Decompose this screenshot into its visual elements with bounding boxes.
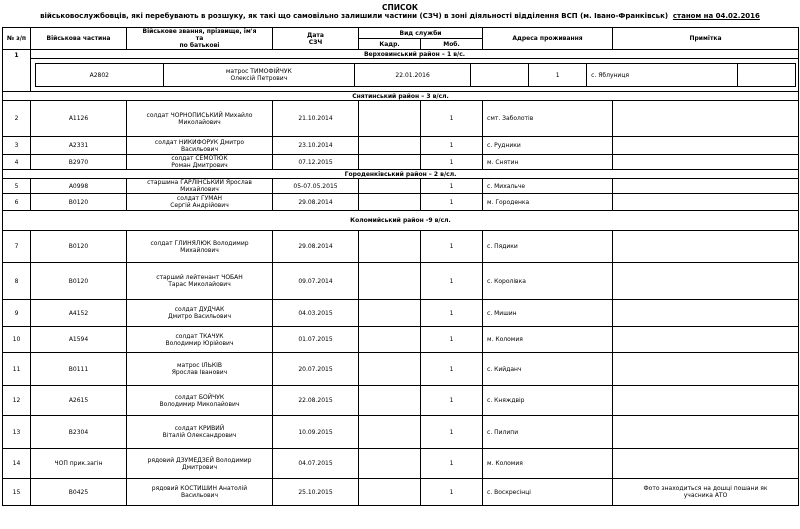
district-row (3, 92, 799, 101)
col-rank-l2: та (195, 35, 204, 42)
table-row (3, 231, 799, 263)
name-line1: солдат ГУМАН (176, 195, 223, 202)
document-header (0, 0, 800, 21)
col-rank-l3: по батькові (179, 42, 220, 49)
name-cell (127, 300, 273, 327)
note-cell (613, 155, 799, 170)
unit-cell: В2970 (31, 155, 127, 170)
header-row (3, 28, 799, 39)
row-number: 3 (3, 137, 31, 155)
note-cell (613, 300, 799, 327)
unit-cell: А2331 (31, 137, 127, 155)
kadr-cell (359, 194, 421, 211)
kadr-cell (359, 300, 421, 327)
mob-cell: 1 (421, 101, 483, 137)
name-line2: Тарас Миколайович (168, 281, 231, 288)
row-number: 8 (3, 263, 31, 300)
col-num: № з/п (3, 28, 31, 50)
name-line2: Михайлович (180, 186, 219, 193)
table-row (3, 479, 799, 506)
name-line2: Васильович (180, 492, 218, 499)
row-number: 15 (3, 479, 31, 506)
mob-cell: 1 (421, 479, 483, 506)
name-line2: Віталій Олександрович (162, 432, 237, 439)
col-service: Вид служби (359, 28, 483, 39)
table-row (3, 300, 799, 327)
kadr-cell (471, 64, 529, 87)
name-cell (163, 64, 354, 87)
name-cell (127, 449, 273, 479)
col-rank-l1: Військове звання, прізвище, ім'я (142, 28, 257, 35)
unit-cell: В0111 (31, 353, 127, 386)
row-number: 2 (3, 101, 31, 137)
name-line2: Дмитрович (181, 463, 218, 471)
mob-cell: 1 (421, 353, 483, 386)
name-line1: солдат БОЙЧУК (174, 393, 225, 401)
district-row (3, 170, 799, 179)
note-cell (613, 327, 799, 353)
unit-cell: А2802 (36, 64, 164, 87)
address-cell: с. Мишин (483, 300, 613, 327)
name-line2: Дмитро Васильович (167, 313, 231, 320)
note-cell (613, 231, 799, 263)
name-line2: Васильович (180, 145, 218, 153)
kadr-cell (359, 155, 421, 170)
row-number: 10 (3, 327, 31, 353)
name-cell (127, 416, 273, 449)
nested-row-cell (31, 59, 799, 92)
row-number: 9 (3, 300, 31, 327)
address-cell: м. Коломия (483, 449, 613, 479)
name-line2: Сергій Андрійович (170, 202, 229, 209)
name-line1: рядовий ДЗУМЕДЗЕЙ Володимир (147, 456, 252, 464)
note-cell (613, 479, 799, 506)
mob-cell: 1 (421, 179, 483, 194)
date-cell: 20.07.2015 (273, 353, 359, 386)
name-cell (127, 179, 273, 194)
name-line2: Роман Дмитрович (171, 162, 228, 169)
kadr-cell (359, 416, 421, 449)
date-cell: 07.12.2015 (273, 155, 359, 170)
row-number: 12 (3, 386, 31, 416)
table-row (3, 386, 799, 416)
name-line1: матрос ТИМОФІЙЧУК (225, 68, 292, 75)
unit-cell: ЧОП прик.загін (31, 449, 127, 479)
note-cell (613, 137, 799, 155)
address-cell: с. Королівка (483, 263, 613, 300)
name-line1: солдат НИКИФОРУК Дмитро (154, 138, 245, 146)
address-cell: м. Коломия (483, 327, 613, 353)
district-kolomyia: Коломийський район -9 в/сл. (3, 211, 799, 231)
table-row (3, 353, 799, 386)
mob-cell: 1 (421, 194, 483, 211)
date-cell: 22.01.2016 (355, 64, 471, 87)
address-cell: с. Рудники (483, 137, 613, 155)
kadr-cell (359, 101, 421, 137)
note-cell (613, 353, 799, 386)
district-sniatyn: Снятинський район – 3 в/сл. (3, 92, 799, 101)
name-cell (127, 479, 273, 506)
district-verkhovyna: Верховинський район – 1 в/с. (31, 50, 799, 59)
mob-cell: 1 (421, 155, 483, 170)
note-cell (613, 263, 799, 300)
name-line1: рядовий КОСТИШИН Анатолій (151, 485, 248, 492)
unit-cell: А0998 (31, 179, 127, 194)
mob-cell: 1 (421, 386, 483, 416)
name-line2: Володимир Миколайович (159, 400, 240, 408)
note-cell (737, 64, 795, 87)
mob-cell: 1 (421, 263, 483, 300)
name-line1: солдат ЧОРНОПИСЬКИЙ Михайло (146, 111, 253, 119)
mob-cell: 1 (421, 137, 483, 155)
name-cell (127, 194, 273, 211)
col-kadr: Кадр. (359, 39, 421, 50)
name-line2: Михайлович (180, 246, 219, 254)
name-line1: солдат ГЛИНЯЛЮК Володимир (150, 239, 249, 247)
mob-cell: 1 (421, 449, 483, 479)
kadr-cell (359, 327, 421, 353)
name-cell (127, 327, 273, 353)
date-cell: 23.10.2014 (273, 137, 359, 155)
name-line2: Миколайович (178, 118, 221, 126)
table-row (3, 59, 799, 92)
name-cell (127, 353, 273, 386)
note-cell (613, 449, 799, 479)
address-cell: с. Пилипи (483, 416, 613, 449)
name-cell (127, 101, 273, 137)
address-cell: с. Михальче (483, 179, 613, 194)
date-cell: 05-07.05.2015 (273, 179, 359, 194)
unit-cell: В0425 (31, 479, 127, 506)
table-row (3, 194, 799, 211)
date-cell: 01.07.2015 (273, 327, 359, 353)
note-cell (613, 179, 799, 194)
kadr-cell (359, 449, 421, 479)
date-cell: 29.08.2014 (273, 194, 359, 211)
table-row (3, 416, 799, 449)
unit-cell: В2304 (31, 416, 127, 449)
name-line1: солдат ДУДЧАК (174, 306, 225, 313)
note-cell (613, 194, 799, 211)
unit-cell: В0120 (31, 194, 127, 211)
document-subtitle (0, 12, 800, 21)
note-line1: Фото знаходиться на дошці пошани як (643, 485, 768, 492)
table-row (3, 449, 799, 479)
district-row (3, 211, 799, 231)
address-cell: смт. Заболотів (483, 101, 613, 137)
kadr-cell (359, 231, 421, 263)
table-row (3, 155, 799, 170)
note-cell (613, 101, 799, 137)
name-line1: старший лейтенант ЧОБАН (156, 274, 243, 281)
col-rank (127, 28, 273, 50)
name-line2: Ярослав Іванович (171, 369, 228, 376)
row-number: 6 (3, 194, 31, 211)
name-line1: солдат СЕМОТЮК (171, 155, 228, 162)
wanted-list-table (2, 27, 799, 506)
date-cell: 10.09.2015 (273, 416, 359, 449)
name-cell (127, 231, 273, 263)
table-row (3, 263, 799, 300)
row-number: 4 (3, 155, 31, 170)
name-line1: солдат ТКАЧУК (175, 332, 224, 340)
address-cell: м. Снятин (483, 155, 613, 170)
date-note: станом на 04.02.2016 (672, 12, 760, 20)
name-cell (127, 155, 273, 170)
unit-cell: А1594 (31, 327, 127, 353)
name-line1: матрос ІЛЬКІВ (177, 362, 222, 369)
unit-cell: А2615 (31, 386, 127, 416)
note-cell (613, 416, 799, 449)
nested-row-table (35, 63, 796, 87)
district-row (3, 50, 799, 59)
address-cell: с. Княждвір (483, 386, 613, 416)
address-cell: с. Воскресінці (483, 479, 613, 506)
address-cell: м. Городенка (483, 194, 613, 211)
unit-cell: В0120 (31, 231, 127, 263)
note-cell (613, 386, 799, 416)
name-line2: Володимир Юрійович (165, 339, 234, 347)
subtitle-text: військовослужбовців, які перебувають в розшуку, як такі що самовільно залишили частини (СЗЧ) в зоні діяльності відділення ВСП (м. Івано-Франківськ) (40, 12, 669, 20)
kadr-cell (359, 479, 421, 506)
row-number: 7 (3, 231, 31, 263)
table-row (3, 327, 799, 353)
table-row (3, 179, 799, 194)
col-mob: Моб. (421, 39, 483, 50)
note-line2: учасника АТО (683, 492, 728, 499)
kadr-cell (359, 137, 421, 155)
mob-cell: 1 (421, 327, 483, 353)
date-cell: 29.08.2014 (273, 231, 359, 263)
name-cell (127, 137, 273, 155)
address-cell: с. Пядики (483, 231, 613, 263)
col-unit: Військова частина (31, 28, 127, 50)
table-row (3, 137, 799, 155)
mob-cell: 1 (421, 231, 483, 263)
date-cell: 25.10.2015 (273, 479, 359, 506)
row-number: 14 (3, 449, 31, 479)
kadr-cell (359, 386, 421, 416)
row-number: 5 (3, 179, 31, 194)
unit-cell: А4152 (31, 300, 127, 327)
col-date (273, 28, 359, 50)
document-title: СПИСОК (381, 3, 419, 12)
col-date-l2: СЗЧ (308, 38, 323, 46)
col-address: Адреса проживання (483, 28, 613, 50)
name-line2: Олексій Петрович (230, 75, 288, 82)
name-line1: солдат КРИВИЙ (174, 425, 225, 432)
row-number: 11 (3, 353, 31, 386)
kadr-cell (359, 179, 421, 194)
table-row (3, 101, 799, 137)
kadr-cell (359, 353, 421, 386)
unit-cell: А1126 (31, 101, 127, 137)
date-cell: 22.08.2015 (273, 386, 359, 416)
date-cell: 04.07.2015 (273, 449, 359, 479)
name-cell (127, 263, 273, 300)
mob-cell: 1 (529, 64, 587, 87)
col-note: Примітка (613, 28, 799, 50)
district-horodenka: Городенківський район – 2 в/сл. (3, 170, 799, 179)
row-number: 13 (3, 416, 31, 449)
mob-cell: 1 (421, 300, 483, 327)
name-line1: старшина ГАРЛІНСЬКИЙ Ярослав (147, 179, 252, 186)
address-cell: с. Кийданч (483, 353, 613, 386)
name-cell (127, 386, 273, 416)
mob-cell: 1 (421, 416, 483, 449)
kadr-cell (359, 263, 421, 300)
unit-cell: В0120 (31, 263, 127, 300)
col-date-l1: Дата (307, 31, 324, 39)
date-cell: 04.03.2015 (273, 300, 359, 327)
date-cell: 09.07.2014 (273, 263, 359, 300)
address-cell: с. Яблуниця (587, 64, 738, 87)
date-cell: 21.10.2014 (273, 101, 359, 137)
row-number: 1 (3, 50, 31, 92)
